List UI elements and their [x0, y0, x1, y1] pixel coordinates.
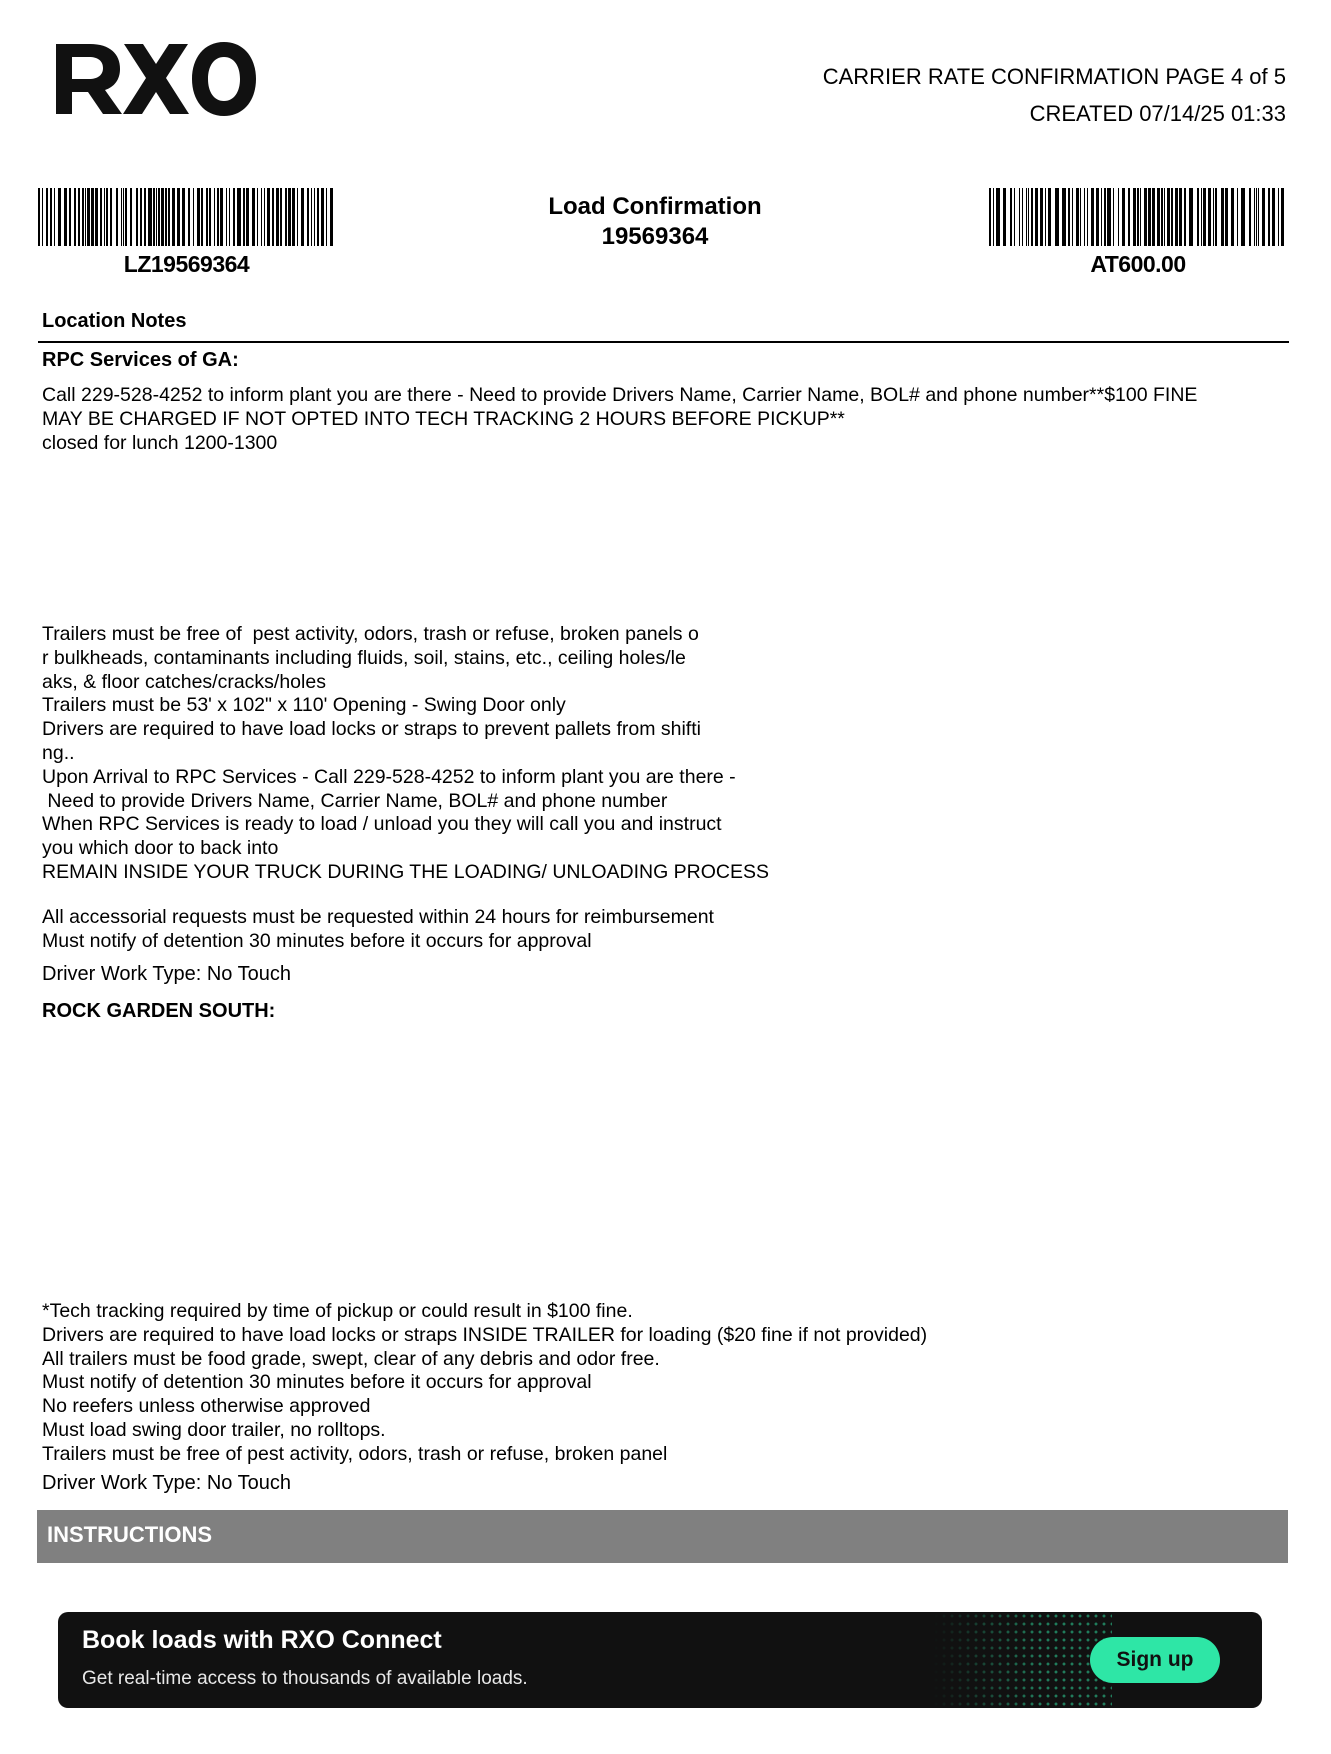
barcode-bar — [197, 188, 200, 246]
barcode-left — [38, 188, 335, 246]
barcode-bar — [267, 188, 270, 246]
barcode-bar — [50, 188, 52, 246]
barcode-bar — [91, 188, 94, 246]
barcode-bar — [993, 188, 994, 246]
barcode-bar — [1140, 188, 1141, 246]
barcode-bar — [297, 188, 298, 246]
barcode-bar — [288, 188, 291, 246]
barcode-bar — [272, 188, 274, 246]
barcode-bar — [172, 188, 175, 246]
barcode-bar — [276, 188, 279, 246]
barcode-right-text: AT600.00 — [1090, 251, 1186, 277]
barcode-bar — [1241, 188, 1245, 246]
barcode-bar — [311, 188, 312, 246]
barcode-bar — [123, 188, 124, 246]
barcode-bar — [1167, 188, 1170, 246]
rpc-location-notes: Call 229-528-4252 to inform plant you are there - Need to provide Drivers Name, Carrier Name, BOL# and phone number**$100 FINE MAY BE CHARGED IF NOT OPTED INTO TECH TRACKING 2 HOURS BEFORE PICKUP** closed for lunch 1200-1300 — [42, 384, 1198, 454]
barcode-bar — [1062, 188, 1066, 246]
barcode-bar — [237, 188, 241, 246]
barcode-bar — [82, 188, 84, 246]
barcode-bar — [1026, 188, 1027, 246]
barcode-bar — [38, 188, 40, 246]
barcode-bar — [229, 188, 230, 246]
barcode-bar — [106, 188, 108, 246]
barcode-bar — [1028, 188, 1029, 246]
barcode-bar — [1035, 188, 1038, 246]
barcode-bar — [1144, 188, 1147, 246]
rpc-accessorial-notes: All accessorial requests must be requested within 24 hours for reimbursement Must notify of detention 30 minutes before it occurs for approval — [42, 906, 714, 952]
barcode-bar — [1179, 188, 1182, 246]
barcode-bar — [1268, 188, 1270, 246]
barcode-bar — [1080, 188, 1081, 246]
barcode-bar — [1215, 188, 1217, 246]
barcode-bar — [206, 188, 208, 246]
barcode-bar — [1256, 188, 1257, 246]
barcode-bar — [1010, 188, 1012, 246]
barcode-bar — [1091, 188, 1094, 246]
barcode-bar — [1258, 188, 1259, 246]
barcode-left-text: LZ19569364 — [123, 251, 250, 277]
banner-subtitle: Get real-time access to thousands of available loads. — [82, 1668, 528, 1689]
barcode-bar — [1231, 188, 1234, 246]
barcode-bar — [54, 188, 55, 246]
barcode-bar — [1152, 188, 1155, 246]
barcode-bar — [116, 188, 118, 246]
barcode-bar — [1128, 188, 1130, 246]
barcode-bar — [326, 188, 327, 246]
barcode-bar — [46, 188, 48, 246]
load-confirmation-title: Load Confirmation — [548, 193, 762, 220]
dot-pattern-decoration — [932, 1612, 1112, 1708]
barcode-bar — [58, 188, 61, 246]
instructions-heading: INSTRUCTIONS — [47, 1522, 212, 1547]
barcode-bar — [1104, 188, 1106, 246]
barcode-bar — [317, 188, 319, 246]
load-number: 19569364 — [601, 223, 709, 250]
barcode-bar — [1189, 188, 1193, 246]
rpc-trailer-requirements: Trailers must be free of pest activity, odors, trash or refuse, broken panels o r bulkheads, contaminants including fluids, soil, stains, etc., ceiling holes/le aks, & floor catches/cracks/holes Trailers must be 53' x 102" x 110' Opening - Swing Door only Drivers are required to have load locks or straps to prevent pallets from shifti ng.. Upon Arrival to RPC Services - Call 229-528-4252 to inform plant you are there - Need to provide Drivers Name, Carrier Name, BOL# and phone number When RPC Services is ready to load / unload you they will call you and instruct you which door to back into REMAIN INSIDE YOUR TRUCK DURING THE LOADING/ UNLOADING PROCESS — [42, 623, 770, 883]
barcode-bar — [188, 188, 190, 246]
barcode-bar — [1118, 188, 1119, 246]
barcode-bar — [64, 188, 67, 246]
created-timestamp: CREATED 07/14/25 01:33 — [1029, 101, 1286, 126]
barcode-bar — [1197, 188, 1199, 246]
barcode-bar — [261, 188, 262, 246]
barcode-bar — [140, 188, 142, 246]
barcode-bar — [292, 188, 295, 246]
load-confirmation-heading — [480, 192, 830, 252]
barcode-bar — [1068, 188, 1070, 246]
barcode-bar — [100, 188, 102, 246]
barcode-bar — [74, 188, 76, 246]
barcode-bar — [87, 188, 90, 246]
barcode-bar — [85, 188, 86, 246]
barcode-bar — [1278, 188, 1279, 246]
barcode-bar — [42, 188, 43, 246]
barcode-bar — [125, 188, 127, 246]
barcode-bar — [1019, 188, 1020, 246]
barcode-bar — [136, 188, 138, 246]
barcode-bar — [1113, 188, 1114, 246]
barcode-bar — [144, 188, 146, 246]
barcode-bar — [1133, 188, 1136, 246]
barcode-bar — [1055, 188, 1059, 246]
barcode-bar — [1076, 188, 1079, 246]
barcode-bar — [1157, 188, 1160, 246]
barcode-bar — [1161, 188, 1163, 246]
rock-location-name: ROCK GARDEN SOUTH: — [42, 1000, 276, 1022]
barcode-bar — [193, 188, 194, 246]
barcode-bar — [257, 188, 258, 246]
barcode-bar — [1262, 188, 1265, 246]
barcode-bar — [201, 188, 203, 246]
barcode-bar — [177, 188, 180, 246]
rpc-location-name: RPC Services of GA: — [42, 349, 239, 371]
barcode-bar — [246, 188, 249, 246]
rxo-connect-banner[interactable] — [58, 1612, 1262, 1708]
barcode-bar — [1254, 188, 1255, 246]
barcode-bar — [307, 188, 309, 246]
barcode-bar — [209, 188, 211, 246]
barcode-right — [989, 188, 1287, 246]
barcode-bar — [158, 188, 160, 246]
barcode-bar — [1045, 188, 1046, 246]
barcode-bar — [226, 188, 227, 246]
barcode-bar — [121, 188, 122, 246]
barcode-bar — [1175, 188, 1178, 246]
barcode-bar — [168, 188, 170, 246]
barcode-bar — [1084, 188, 1085, 246]
barcode-bar — [1164, 188, 1165, 246]
rock-location-notes: *Tech tracking required by time of pickup or could result in $100 fine. Drivers are required to have load locks or straps INSIDE TRAILER for loading ($20 fine if not provided) All trailers must be food grade, swept, clear of any debris and odor free. Must notify of detention 30 minutes before it occurs for approval No reefers unless otherwise approved Must load swing door trailer, no rolltops. Trailers must be free of pest activity, odors, trash or refuse, broken panel — [42, 1300, 928, 1465]
barcode-bar — [1184, 188, 1186, 246]
barcode-bar — [214, 188, 215, 246]
barcode-bar — [95, 188, 98, 246]
barcode-bar — [182, 188, 185, 246]
barcode-bar — [130, 188, 132, 246]
barcode-bar — [1003, 188, 1006, 246]
barcode-bar — [989, 188, 991, 246]
barcode-bar — [1031, 188, 1033, 246]
barcode-bar — [1225, 188, 1228, 246]
barcode-bar — [220, 188, 223, 246]
barcode-bar — [1072, 188, 1073, 246]
barcode-bar — [280, 188, 282, 246]
barcode-bar — [1281, 188, 1284, 246]
barcode-bar — [1171, 188, 1173, 246]
rxo-logo — [56, 42, 256, 116]
location-notes-heading: Location Notes — [42, 310, 187, 332]
barcode-bar — [156, 188, 157, 246]
barcode-bar — [301, 188, 304, 246]
instructions-bar — [37, 1510, 1288, 1563]
barcode-bar — [1087, 188, 1088, 246]
barcode-bar — [252, 188, 255, 246]
barcode-bar — [1249, 188, 1251, 246]
barcode-bar — [1213, 188, 1214, 246]
barcode-bar — [69, 188, 71, 246]
rpc-driver-work-type: Driver Work Type: No Touch — [42, 963, 291, 985]
barcode-bar — [1148, 188, 1151, 246]
section-divider — [38, 341, 1289, 343]
sign-up-button[interactable]: Sign up — [1090, 1637, 1220, 1683]
barcode-bar — [104, 188, 105, 246]
barcode-bar — [1221, 188, 1224, 246]
barcode-bar — [78, 188, 80, 246]
barcode-bar — [996, 188, 1000, 246]
barcode-bar — [1237, 188, 1238, 246]
barcode-bar — [161, 188, 164, 246]
barcode-bar — [330, 188, 333, 246]
barcode-bar — [1203, 188, 1206, 246]
barcode-bar — [1101, 188, 1102, 246]
barcode-bar — [1272, 188, 1275, 246]
barcode-bar — [1096, 188, 1099, 246]
barcode-bar — [243, 188, 245, 246]
barcode-bar — [1040, 188, 1043, 246]
barcode-bar — [1201, 188, 1202, 246]
rock-driver-work-type: Driver Work Type: No Touch — [42, 1472, 291, 1494]
barcode-bar — [285, 188, 287, 246]
barcode-bar — [1014, 188, 1015, 246]
document-title: CARRIER RATE CONFIRMATION PAGE 4 of 5 — [822, 64, 1286, 89]
barcode-bar — [153, 188, 155, 246]
barcode-bar — [233, 188, 235, 246]
barcode-bar — [314, 188, 315, 246]
barcode-bar — [1208, 188, 1211, 246]
barcode-bar — [165, 188, 167, 246]
barcode-bar — [1022, 188, 1023, 246]
barcode-bar — [1048, 188, 1051, 246]
barcode-bar — [1137, 188, 1139, 246]
barcode-bar — [148, 188, 152, 246]
barcode-bar — [1122, 188, 1125, 246]
barcode-bar — [217, 188, 219, 246]
barcode-bar — [1107, 188, 1111, 246]
barcode-bar — [264, 188, 265, 246]
barcode-bar — [110, 188, 112, 246]
banner-title: Book loads with RXO Connect — [82, 1626, 442, 1654]
barcode-bar — [321, 188, 324, 246]
